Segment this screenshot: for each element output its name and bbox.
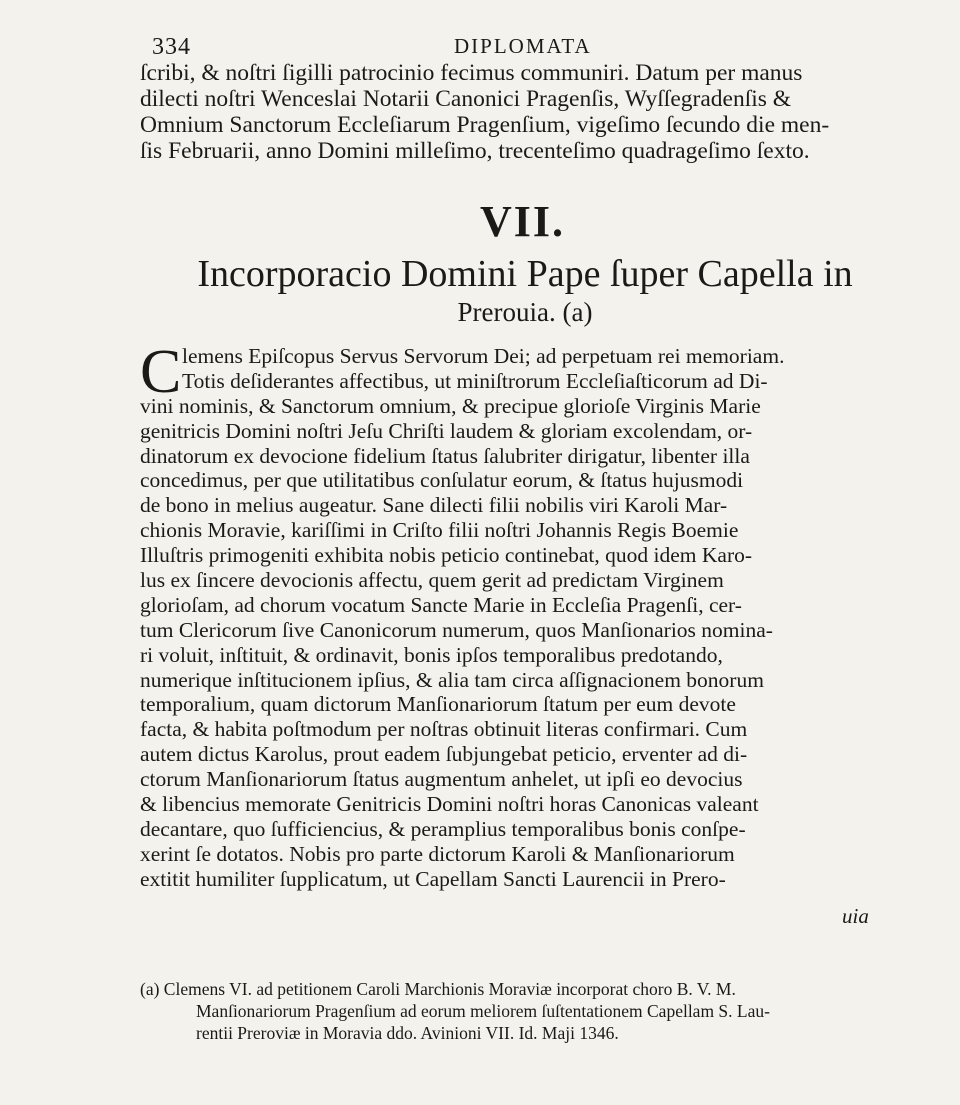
text-line: numerique inſtitucionem ipſius, & alia tam circa aſſignacionem bonorum xyxy=(140,667,764,692)
text-line: ſcribi, & noſtri ſigilli patrocinio fecimus communiri. Datum per manus xyxy=(140,60,803,86)
catchword: uia xyxy=(842,904,869,928)
text-line: lus ex ſincere devocionis affectu, quem gerit ad predictam Virginem xyxy=(140,568,724,593)
footnote-line: Manſionariorum Pragenſium ad eorum meliorem ſuſtentationem Capellam S. Lau- xyxy=(196,1001,770,1021)
text-line: decantare, quo ſufficiencius, & peramplius temporalibus bonis conſpe- xyxy=(140,816,746,841)
text-line: xerint ſe dotatos. Nobis pro parte dictorum Karoli & Manſionariorum xyxy=(140,841,735,866)
text-line: ctorum Manſionariorum ſtatus augmentum anhelet, ut ipſi eo devocius xyxy=(140,767,743,792)
text-line: & libencius memorate Genitricis Domini noſtri horas Canonicas valeant xyxy=(140,792,759,817)
text-line: de bono in melius augeatur. Sane dilecti filii nobilis viri Karoli Mar- xyxy=(140,493,728,518)
section-numeral: VII. xyxy=(480,197,566,246)
title-line: Prerouia. (a) xyxy=(457,297,593,327)
text-line: genitricis Domini noſtri Jeſu Chriſti laudem & gloriam excolendam, or- xyxy=(140,418,753,443)
text-line: tum Clericorum ſive Canonicorum numerum, quos Manſionarios nomina- xyxy=(140,617,773,642)
text-line: lemens Epiſcopus Servus Servorum Dei; ad perpetuam rei memoriam. xyxy=(182,344,785,368)
page-number: 334 xyxy=(152,34,191,60)
preamble-text xyxy=(140,60,910,164)
text-line: temporalium, quam dictorum Manſionariorum ſtatum per eum devote xyxy=(140,692,736,717)
footnote-line: (a) Clemens VI. ad petitionem Caroli Marchionis Moraviæ incorporat choro B. V. M. xyxy=(140,979,736,999)
drop-initial: C xyxy=(140,338,182,406)
footnote-line: rentii Preroviæ in Moravia ddo. Avinioni VII. Id. Maji 1346. xyxy=(196,1023,619,1043)
body-text xyxy=(140,338,910,892)
text-line: dinatorum ex devocione fidelium ſtatus ſalubriter dirigatur, libenter illa xyxy=(140,443,750,468)
text-line: vini nominis, & Sanctorum omnium, & precipue glorioſe Virginis Marie xyxy=(140,393,761,418)
text-line: glorioſam, ad chorum vocatum Sancte Marie in Eccleſia Pragenſi, cer- xyxy=(140,592,742,617)
running-head: DIPLOMATA xyxy=(454,34,592,58)
text-line: autem dictus Karolus, prout eadem ſubjungebat peticio, erventer ad di- xyxy=(140,742,748,767)
text-line: facta, & habita poſtmodum per noſtras obtinuit literas confirmari. Cum xyxy=(140,717,748,742)
text-line: extitit humiliter ſupplicatum, ut Capellam Sancti Laurencii in Prero- xyxy=(140,866,726,891)
text-line: Illuſtris primogeniti exhibita nobis peticio continebat, quod idem Karo- xyxy=(140,543,753,568)
text-line: ri voluit, inſtituit, & ordinavit, bonis ipſos temporalibus predotando, xyxy=(140,642,723,667)
text-line: chionis Moravie, kariſſimi in Criſto filii noſtri Johannis Regis Boemie xyxy=(140,518,739,543)
section-title xyxy=(140,252,910,328)
text-line: ſis Februarii, anno Domini milleſimo, trecenteſimo quadrageſimo ſexto. xyxy=(140,138,810,164)
page-header xyxy=(140,30,900,62)
text-line: concedimus, per que utilitatibus conſulatur eorum, & ſtatus hujusmodi xyxy=(140,468,744,493)
text-line: Totis deſiderantes affectibus, ut miniſtrorum Eccleſiaſticorum ad Di- xyxy=(182,368,768,393)
text-line: Omnium Sanctorum Eccleſiarum Pragenſium, vigeſimo ſecundo die men- xyxy=(140,112,830,138)
title-line: Incorporacio Domini Pape ſuper Capella in xyxy=(197,253,853,295)
footnote xyxy=(140,978,910,1044)
text-line: dilecti noſtri Wenceslai Notarii Canonici Pragenſis, Wyſſegradenſis & xyxy=(140,86,792,112)
